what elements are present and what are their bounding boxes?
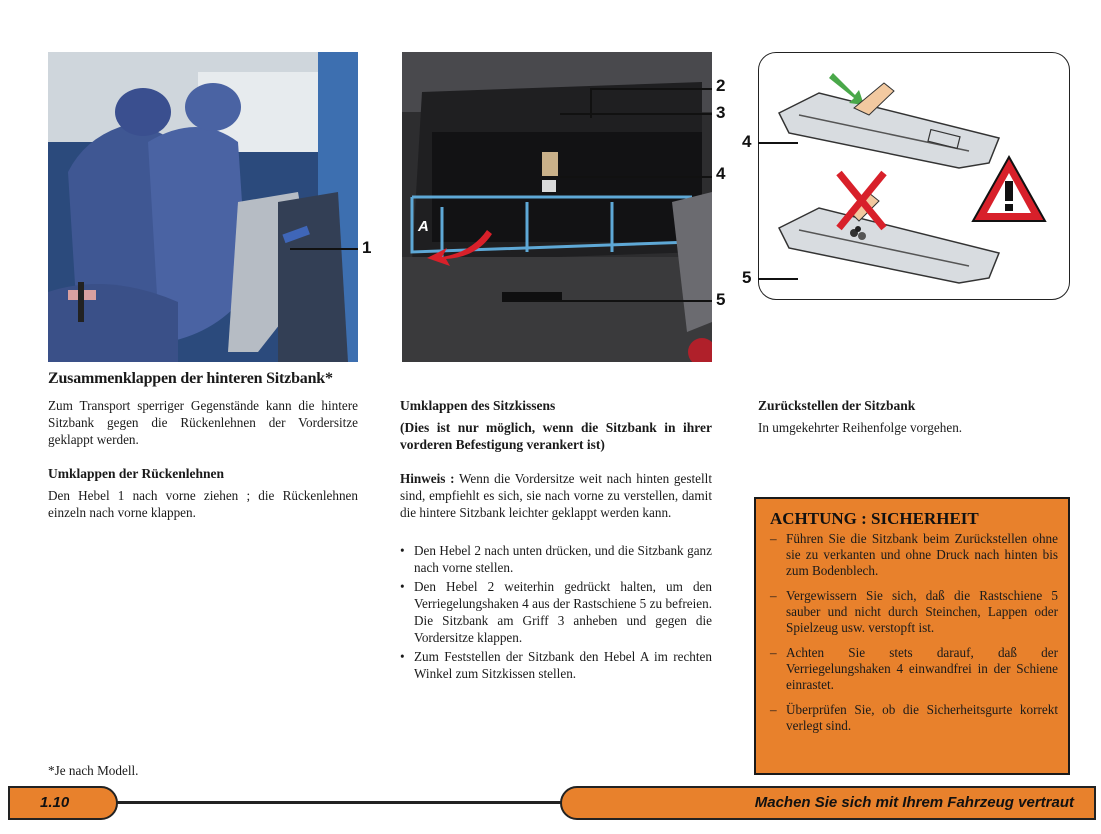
step-item: • Den Hebel 2 weiterhin gedrückt halten, um den Verriegelungshaken 4 aus der Rastschiene 5 zu befreien. Die Sitzbank am Griff 3 anheben und gegen die Vordersitze klappen.: [400, 578, 712, 646]
col2-note: (Dies ist nur möglich, wenn die Sitzbank in ihrer vorderen Befestigung verankert ist): [400, 420, 712, 452]
callout-rail-4-line: [758, 142, 798, 144]
col3-subhead: Zurückstellen der Sitzbank: [758, 398, 916, 413]
chapter-title: Machen Sie sich mit Ihrem Fahrzeug vertraut: [560, 786, 1096, 820]
warning-item: – Überprüfen Sie, ob die Sicherheitsgurte korrekt verlegt sind.: [768, 702, 1058, 734]
hint-text: Wenn die Vordersitze weit nach hinten gestellt sind, empfiehlt es sich, sie nach vorne zu verstellen, damit die hintere Sitzbank leichter geklappt werden kann.: [400, 471, 712, 520]
callout-rail-5-line: [758, 278, 798, 280]
col2-subhead: Umklappen des Sitzkissens: [400, 398, 556, 413]
warning-triangle-icon: [969, 153, 1049, 225]
safety-warning-box: [754, 497, 1070, 775]
col1-subhead: Umklappen der Rückenlehnen: [48, 466, 225, 481]
col1-intro: Zum Transport sperriger Gegenstände kann die hintere Sitzbank gegen die Rückenlehnen der Vordersitze geklappt werden.: [48, 398, 358, 447]
callout-1: 1: [362, 238, 372, 257]
callout-2-line: [590, 88, 712, 90]
warning-title: ACHTUNG : SICHERHEIT: [770, 509, 979, 528]
step-item: • Zum Feststellen der Sitzbank den Hebel A im rechten Winkel zum Sitzkissen stellen.: [400, 648, 712, 682]
warning-item: – Führen Sie die Sitzbank beim Zurückstellen ohne sie zu verkanten und ohne Druck nach hinten bis zum Bodenblech.: [768, 531, 1058, 579]
page-number: 1.10: [8, 786, 118, 820]
rail-diagram: [758, 52, 1070, 300]
trunk-photo: [402, 52, 712, 362]
col2-hint: [400, 470, 712, 521]
callout-3: 3: [716, 103, 726, 122]
col1-body: Den Hebel 1 nach vorne ziehen ; die Rückenlehnen einzeln nach vorne klappen.: [48, 488, 358, 520]
col2-steps: [400, 542, 712, 684]
callout-2: 2: [716, 76, 726, 95]
col3-body: In umgekehrter Reihenfolge vorgehen.: [758, 420, 963, 435]
letter-A: A: [418, 218, 429, 235]
rear-seat-photo: [48, 52, 358, 362]
callout-rail-5: 5: [742, 268, 752, 287]
callout-4-line: [560, 176, 712, 178]
callout-5-line: [530, 300, 712, 302]
warning-item: – Achten Sie stets darauf, daß der Verriegelungshaken 4 einwandfrei in der Schiene einrastet.: [768, 645, 1058, 693]
callout-3-line: [560, 113, 712, 115]
section-title: Zusammenklappen der hinteren Sitzbank*: [48, 370, 333, 387]
rear-seat-illustration: [48, 52, 358, 362]
warning-item: – Vergewissern Sie sich, daß die Rastschiene 5 sauber und nicht durch Steinchen, Lappen oder Spielzeug usw. verstopft ist.: [768, 588, 1058, 636]
callout-4: 4: [716, 164, 726, 183]
footnote: *Je nach Modell.: [48, 763, 139, 778]
trunk-illustration: [402, 52, 712, 362]
callout-1-line: [290, 248, 358, 250]
step-item: • Den Hebel 2 nach unten drücken, und die Sitzbank ganz nach vorne stellen.: [400, 542, 712, 576]
hint-label: Hinweis :: [400, 471, 455, 486]
callout-rail-4: 4: [742, 132, 752, 151]
warning-list: [768, 531, 1058, 734]
callout-5: 5: [716, 290, 726, 309]
